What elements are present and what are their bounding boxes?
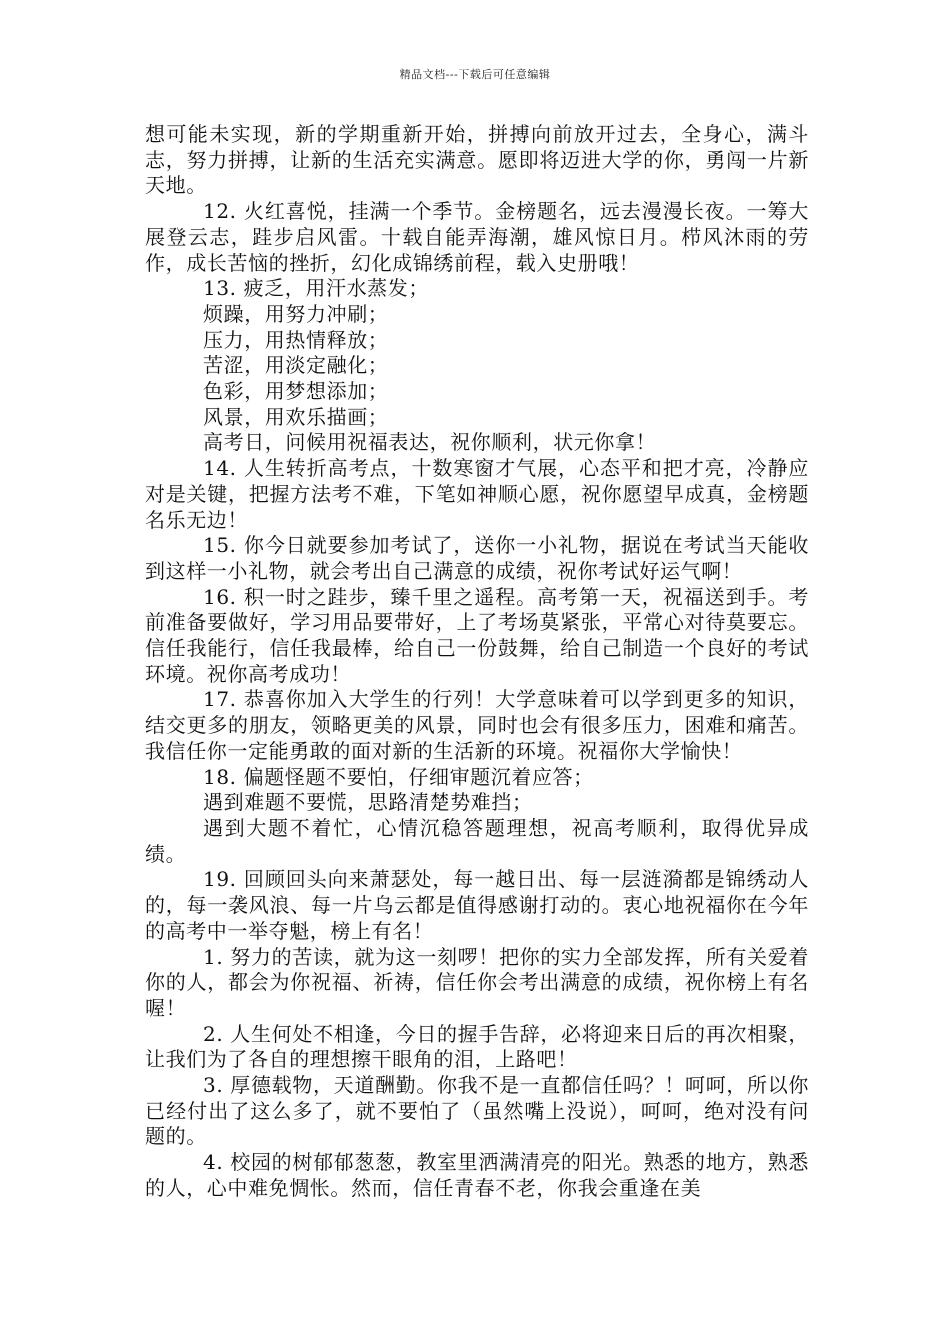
paragraph: 13. 疲乏，用汗水蒸发； bbox=[203, 276, 429, 301]
paragraph: 遇到难题不要慌，思路清楚势难挡； bbox=[203, 790, 533, 815]
paragraph: 遇到大题不着忙，心情沉稳答题理想，祝高考顺利，取得优异成绩。 bbox=[145, 815, 809, 866]
paragraph: 19. 回顾回头向来萧瑟处，每一越日出、每一层涟漪都是锦绣动人的，每一袭风浪、每一片乌云都是值得感谢打动的。衷心地祝福你在今年的高考中一举夺魁，榜上有名！ bbox=[145, 867, 809, 943]
paragraph: 色彩，用梦想添加； bbox=[203, 379, 389, 404]
paragraph: 烦躁，用努力冲刷； bbox=[203, 301, 389, 326]
paragraph: 苦涩，用淡定融化； bbox=[203, 353, 389, 378]
paragraph: 12. 火红喜悦，挂满一个季节。金榜题名，远去漫漫长夜。一筹大展登云志，跬步启风雷。十载自能弄海潮，雄风惊日月。栉风沐雨的劳作，成长苦恼的挫折，幻化成锦绣前程，载入史册哦！ bbox=[145, 199, 809, 275]
paragraph: 14. 人生转折高考点，十数寒窗才气展，心态平和把才亮，冷静应对是关键，把握方法考不难，下笔如神顺心愿，祝你愿望早成真，金榜题名乐无边！ bbox=[145, 456, 809, 532]
paragraph: 17. 恭喜你加入大学生的行列！大学意味着可以学到更多的知识，结交更多的朋友，领略更美的风景，同时也会有很多压力，困难和痛苦。我信任你一定能勇敢的面对新的生活新的环境。祝福你大学愉快！ bbox=[145, 687, 809, 763]
paragraph: 4. 校园的树郁郁葱葱，教室里洒满清亮的阳光。熟悉的地方，熟悉的人，心中难免惆怅。然而，信任青春不老，你我会重逢在美 bbox=[145, 1150, 809, 1200]
paragraph: 15. 你今日就要参加考试了，送你一小礼物，据说在考试当天能收到这样一小礼物，就会考出自己满意的成绩，祝你考试好运气啊！ bbox=[145, 533, 809, 583]
paragraph: 1. 努力的苦读，就为这一刻啰！把你的实力全部发挥，所有关爱着你的人，都会为你祝福、祈祷，信任你会考出满意的成绩，祝你榜上有名喔！ bbox=[145, 944, 809, 1020]
document-body bbox=[145, 122, 809, 1202]
paragraph: 风景，用欢乐描画； bbox=[203, 404, 389, 429]
page-header: 精品文档---下载后可任意编辑 bbox=[399, 68, 551, 81]
paragraph: 想可能未实现，新的学期重新开始，拼搏向前放开过去，全身心，满斗志，努力拼搏，让新的生活充实满意。愿即将迈进大学的你，勇闯一片新天地。 bbox=[145, 122, 809, 198]
paragraph: 压力，用热情释放； bbox=[203, 327, 389, 352]
paragraph: 2. 人生何处不相逢，今日的握手告辞，必将迎来日后的再次相聚，让我们为了各自的理想擦干眼角的泪，上路吧！ bbox=[145, 1021, 809, 1072]
paragraph: 16. 积一时之跬步，臻千里之遥程。高考第一天，祝福送到手。考前准备要做好，学习用品要带好，上了考场莫紧张，平常心对待莫要忘。信任我能行，信任我最棒，给自己一份鼓舞，给自己制造一个良好的考试环境。祝你高考成功！ bbox=[145, 584, 809, 686]
paragraph: 18. 偏题怪题不要怕，仔细审题沉着应答； bbox=[203, 764, 594, 789]
paragraph: 高考日，问候用祝福表达，祝你顺利，状元你拿！ bbox=[203, 430, 657, 455]
paragraph: 3. 厚德载物，天道酬勤。你我不是一直都信任吗？！呵呵，所以你已经付出了这么多了，就不要怕了（虽然嘴上没说），呵呵，绝对没有问题的。 bbox=[145, 1073, 809, 1149]
